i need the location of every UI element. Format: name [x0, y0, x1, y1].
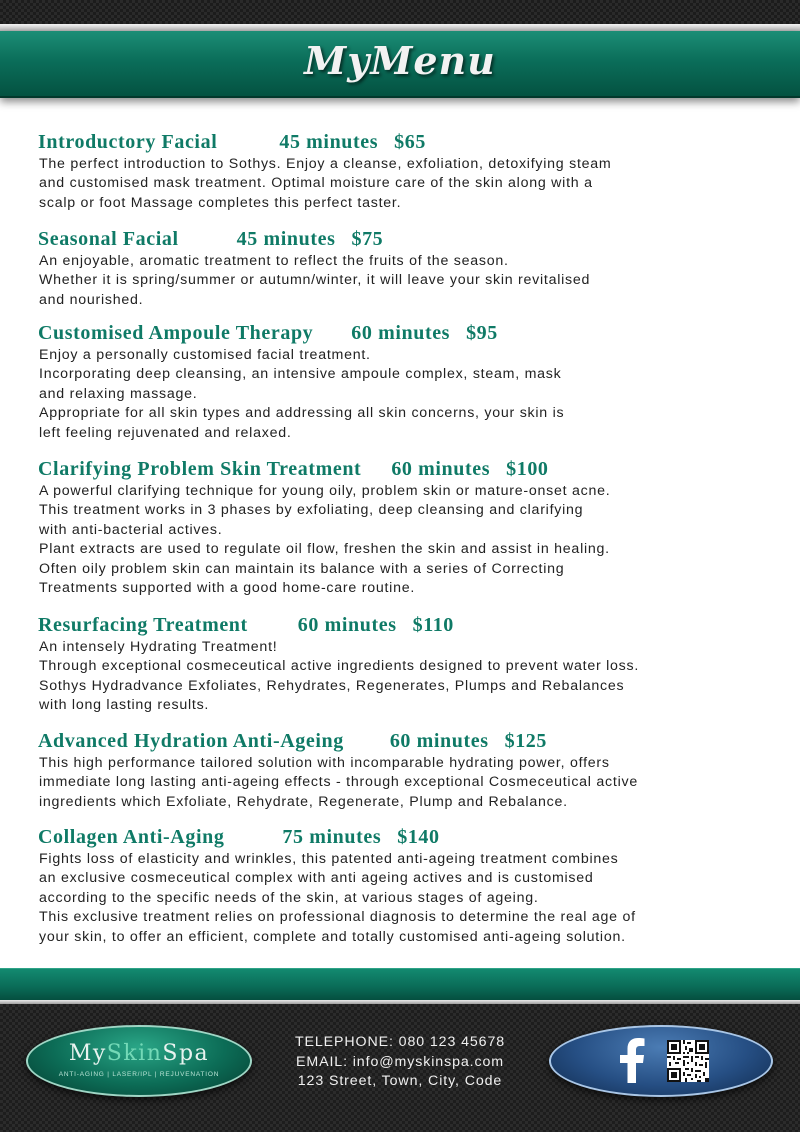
description-line: with anti-bacterial actives.: [39, 521, 223, 538]
logo-word-spa: Spa: [162, 1041, 210, 1066]
treatment-name: Introductory Facial: [38, 131, 218, 153]
treatment-duration: 45 minutes: [236, 228, 336, 250]
treatment-description: [38, 252, 758, 310]
treatment-heading: [38, 730, 758, 752]
facebook-icon[interactable]: [617, 1037, 647, 1083]
treatment-resurfacing: [38, 614, 758, 716]
treatment-customised-ampoule-therapy: [38, 322, 758, 443]
description-line: Fights loss of elasticity and wrinkles, this patented anti-ageing treatment combines: [39, 851, 619, 867]
description-line: A powerful clarifying technique for young oily, problem skin or mature-onset acne.: [39, 483, 611, 499]
description-line: ingredients which Exfoliate, Rehydrate, Regenerate, Plump and Rebalance.: [39, 793, 568, 810]
description-line: This high performance tailored solution with incomparable hydrating power, offers: [39, 755, 610, 771]
treatment-duration: 75 minutes: [282, 826, 382, 848]
treatment-collagen-anti-aging: [38, 826, 758, 947]
contact-block: [250, 1033, 550, 1092]
description-line: Treatments supported with a good home-care routine.: [39, 579, 416, 596]
description-line: scalp or foot Massage completes this perfect taster.: [39, 194, 402, 211]
description-line: immediate long lasting anti-ageing effects - through exceptional Cosmeceutical active: [39, 774, 638, 791]
description-line: your skin, to offer an efficient, complete and totally customised anti-ageing solution.: [39, 928, 626, 945]
treatment-price: $75: [351, 228, 384, 250]
treatment-seasonal-facial: [38, 228, 758, 310]
description-line: and customised mask treatment. Optimal moisture care of the skin along with a: [39, 175, 593, 192]
description-line: an exclusive cosmeceutical complex with anti ageing actives and is customised: [39, 870, 594, 887]
treatment-description: [38, 155, 758, 213]
treatment-duration: 60 minutes: [297, 614, 397, 636]
description-line: An enjoyable, aromatic treatment to reflect the fruits of the season.: [39, 253, 509, 269]
logo-tagline: ANTI-AGING | LASER/IPL | REJUVENATION: [58, 1071, 220, 1078]
logo-wordmark: [28, 1041, 250, 1066]
treatment-heading: [38, 458, 758, 480]
description-line: and nourished.: [39, 291, 144, 308]
treatment-price: $95: [466, 322, 498, 344]
description-line: Plant extracts are used to regulate oil flow, freshen the skin and assist in healing.: [39, 541, 610, 558]
contact-email[interactable]: EMAIL: info@myskinspa.com: [296, 1053, 504, 1070]
contact-telephone: TELEPHONE: 080 123 45678: [294, 1034, 506, 1050]
treatment-name: Seasonal Facial: [38, 228, 179, 250]
treatment-heading: [38, 322, 758, 344]
description-line: Through exceptional cosmeceutical active ingredients designed to prevent water loss.: [39, 658, 640, 675]
treatment-name: Advanced Hydration Anti-Ageing: [38, 730, 344, 752]
description-line: left feeling rejuvenated and relaxed.: [39, 424, 292, 441]
social-badge: [549, 1025, 773, 1097]
brand-logo[interactable]: [26, 1025, 252, 1097]
description-line: Whether it is spring/summer or autumn/winter, it will leave your skin revitalised: [39, 272, 591, 289]
treatment-duration: 60 minutes: [389, 730, 489, 752]
treatment-description: [38, 850, 758, 947]
page-title: MyMenu: [304, 38, 496, 83]
description-line: An intensely Hydrating Treatment!: [39, 639, 278, 655]
treatment-introductory-facial: [38, 131, 758, 213]
treatment-name: Clarifying Problem Skin Treatment: [38, 458, 362, 480]
description-line: and relaxing massage.: [39, 385, 198, 402]
treatment-price: $110: [412, 614, 454, 636]
treatment-heading: [38, 228, 758, 250]
description-line: Often oily problem skin can maintain its balance with a series of Correcting: [39, 560, 565, 577]
qr-code-icon[interactable]: [667, 1040, 709, 1082]
treatment-duration: 45 minutes: [279, 131, 379, 153]
logo-word-my: My: [68, 1041, 107, 1066]
treatment-name: Resurfacing Treatment: [38, 614, 248, 636]
logo-word-skin: Skin: [106, 1041, 163, 1066]
treatment-description: [38, 638, 758, 716]
treatment-name: Customised Ampoule Therapy: [38, 322, 314, 344]
treatment-clarifying-problem-skin: [38, 458, 758, 598]
treatment-price: $140: [397, 826, 440, 848]
footer-banner: [0, 968, 800, 1002]
treatment-description: [38, 346, 758, 443]
treatment-heading: [38, 826, 758, 848]
treatment-description: [38, 482, 758, 598]
contact-address: 123 Street, Town, City, Code: [297, 1073, 503, 1089]
treatment-heading: [38, 614, 758, 636]
treatment-price: $125: [504, 730, 548, 752]
description-line: This treatment works in 3 phases by exfoliating, deep cleansing and clarifying: [39, 502, 584, 519]
treatment-price: $65: [394, 131, 426, 153]
description-line: Appropriate for all skin types and addressing all skin concerns, your skin is: [39, 405, 565, 422]
treatment-name: Collagen Anti-Aging: [38, 826, 225, 848]
description-line: according to the specific needs of the skin, at various stages of ageing.: [39, 889, 539, 906]
description-line: The perfect introduction to Sothys. Enjoy a cleanse, exfoliation, detoxifying steam: [39, 156, 612, 172]
description-line: Sothys Hydradvance Exfoliates, Rehydrates, Regenerates, Plumps and Rebalances: [39, 677, 625, 694]
description-line: Incorporating deep cleansing, an intensive ampoule complex, steam, mask: [39, 366, 562, 383]
treatment-description: [38, 754, 758, 812]
description-line: Enjoy a personally customised facial treatment.: [39, 347, 371, 363]
top-texture-strip: [0, 0, 800, 26]
treatment-duration: 60 minutes: [391, 458, 491, 480]
treatment-advanced-hydration: [38, 730, 758, 812]
treatment-price: $100: [506, 458, 549, 480]
description-line: with long lasting results.: [39, 697, 210, 714]
treatment-duration: 60 minutes: [351, 322, 451, 344]
description-line: This exclusive treatment relies on professional diagnosis to determine the real age of: [39, 909, 636, 926]
treatment-heading: [38, 131, 758, 153]
